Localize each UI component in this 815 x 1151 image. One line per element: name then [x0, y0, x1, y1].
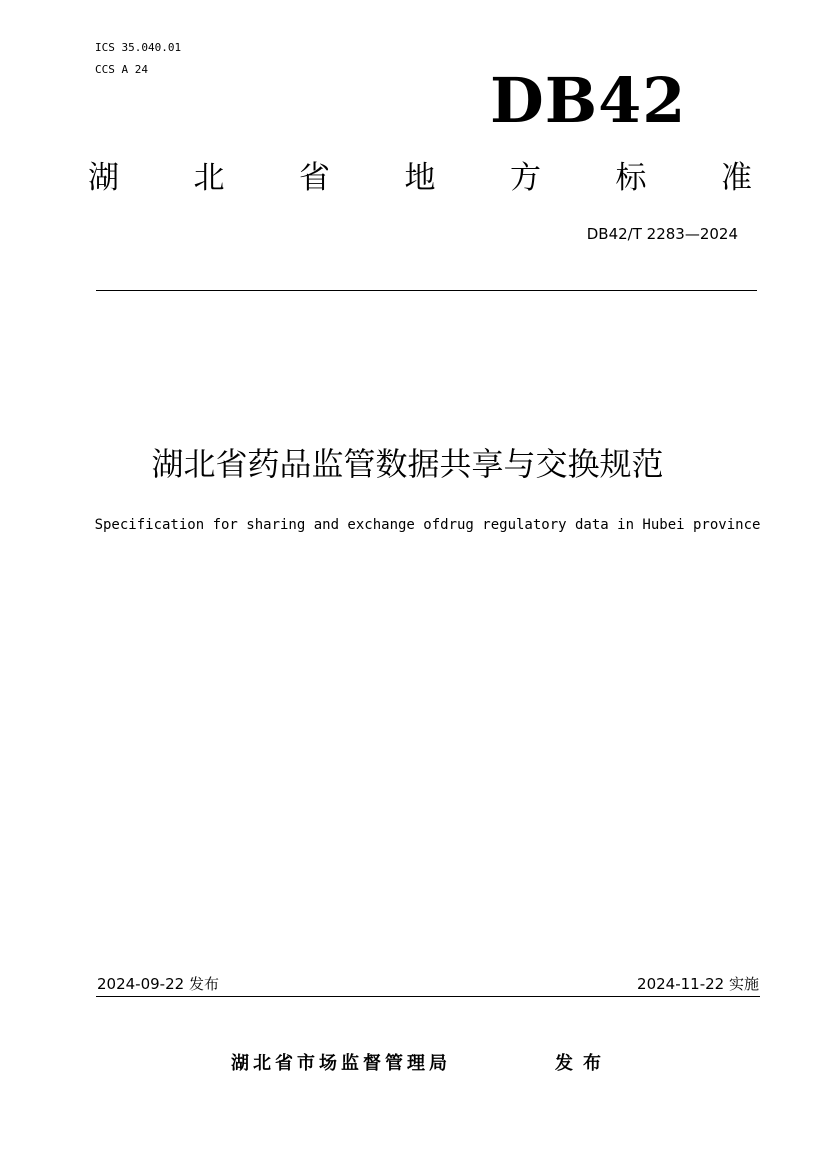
- ics-code: ICS 35.040.01: [95, 41, 182, 54]
- document-title-english: Specification for sharing and exchange ofdrug regulatory data in Hubei province: [94, 517, 761, 533]
- document-title-chinese: 湖北省药品监管数据共享与交换规范: [151, 445, 664, 483]
- implementation-date: 2024-11-22 实施: [637, 975, 759, 993]
- standard-type-char: 方: [510, 160, 541, 196]
- standard-type-char: 地: [404, 160, 436, 196]
- standard-number: DB42/T 2283—2024: [586, 225, 738, 243]
- standard-code-logo: DB42: [490, 64, 687, 137]
- footer-divider: [96, 996, 760, 997]
- standard-type-char: 标: [615, 160, 647, 196]
- publish-label: 发布: [555, 1053, 611, 1074]
- publisher-name: 湖北省市场监督管理局: [231, 1053, 451, 1074]
- ccs-code: CCS A 24: [95, 63, 148, 76]
- header-divider: [96, 290, 757, 291]
- standard-type-char: 北: [193, 160, 225, 196]
- standard-type-heading: [88, 158, 752, 198]
- standard-type-char: 省: [299, 160, 330, 196]
- standard-type-char: 准: [721, 160, 752, 196]
- issue-date: 2024-09-22 发布: [97, 975, 219, 993]
- standard-type-char: 湖: [88, 160, 119, 196]
